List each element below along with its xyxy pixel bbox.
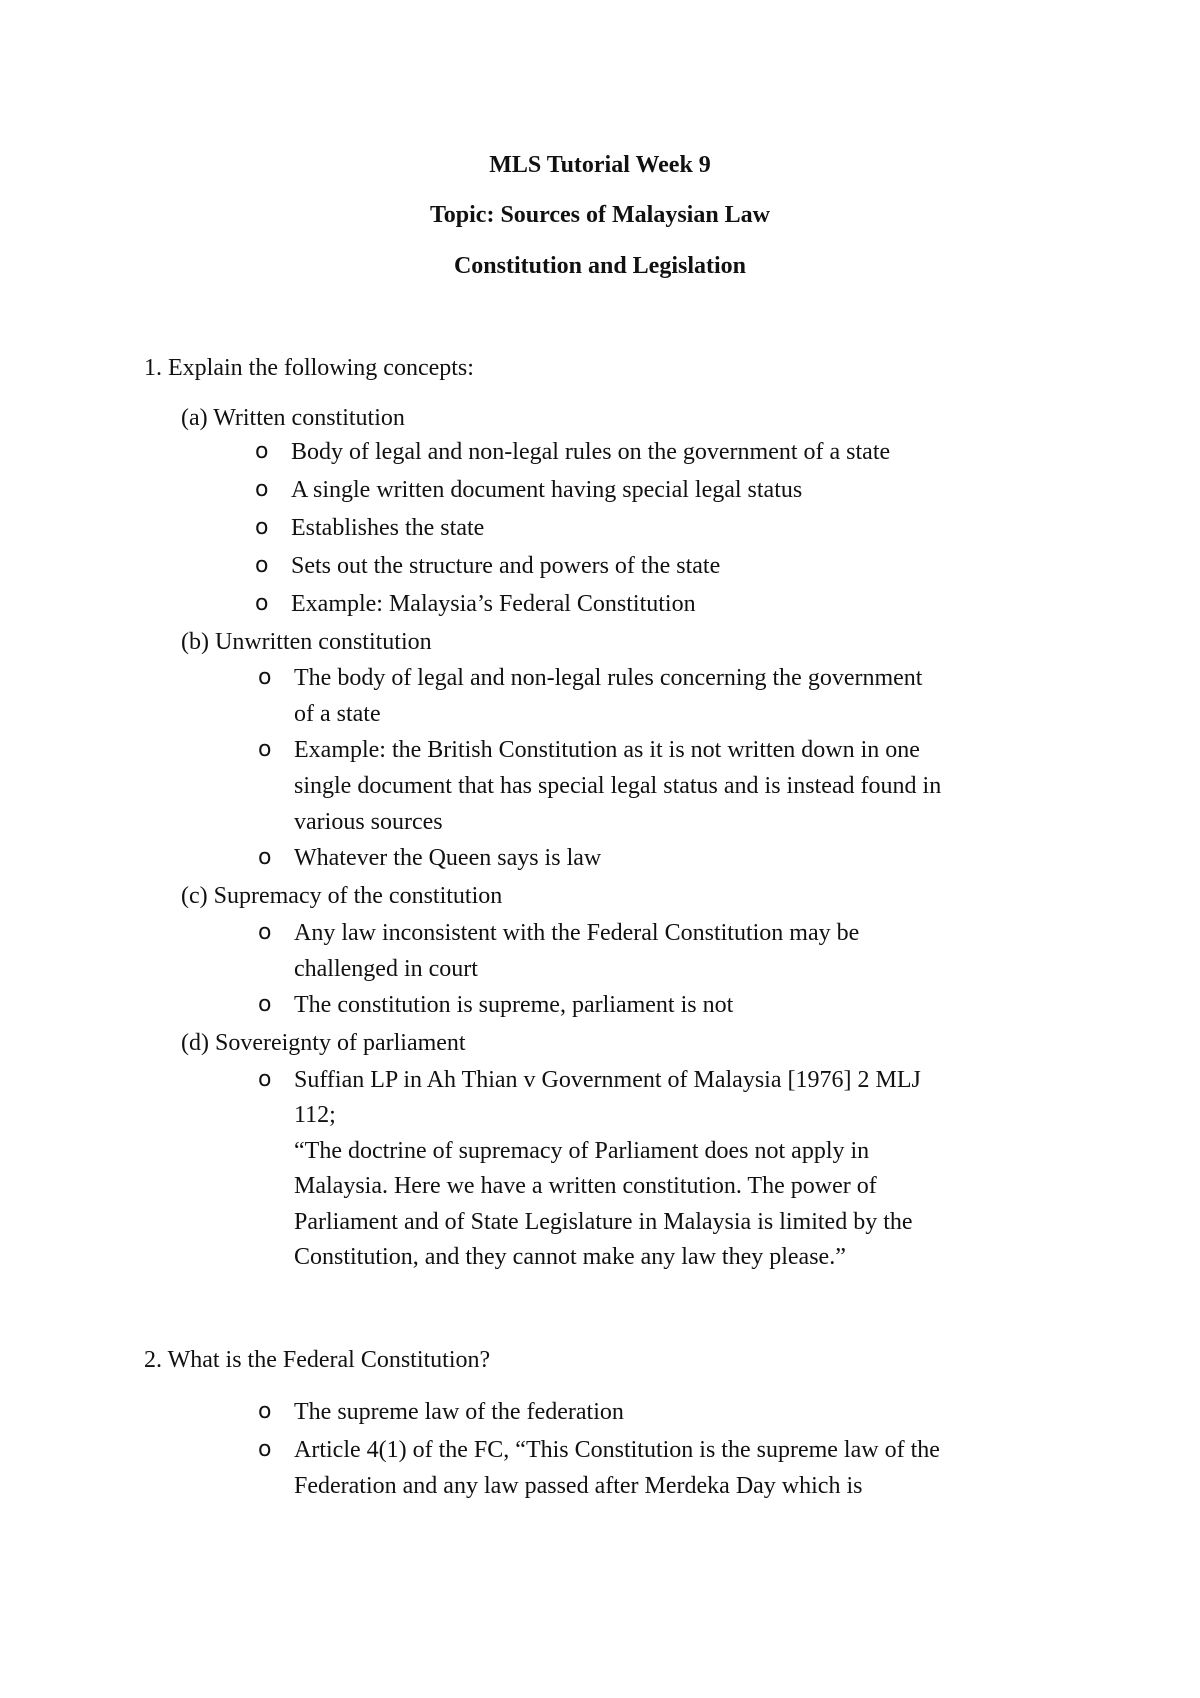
- list-item-line: Article 4(1) of the FC, “This Constitution is the supreme law of the: [294, 1437, 940, 1463]
- item-c-label: (c) Supremacy of the constitution: [181, 883, 503, 909]
- quote-line: Parliament and of State Legislature in Malaysia is limited by the: [294, 1209, 913, 1235]
- bullet-icon: o: [258, 1437, 272, 1462]
- question-2: 2. What is the Federal Constitution?: [144, 1347, 491, 1373]
- list-item-line: various sources: [294, 809, 443, 835]
- bullet-icon: o: [258, 992, 272, 1017]
- list-item: The supreme law of the federation: [294, 1399, 624, 1425]
- list-item: Example: Malaysia’s Federal Constitution: [291, 591, 696, 617]
- bullet-icon: o: [255, 553, 269, 578]
- list-item: Body of legal and non-legal rules on the government of a state: [291, 439, 891, 465]
- bullet-icon: o: [258, 920, 272, 945]
- list-item-line: Example: the British Constitution as it is not written down in one: [294, 737, 920, 763]
- item-a-label: (a) Written constitution: [181, 405, 405, 431]
- question-1: 1. Explain the following concepts:: [144, 355, 474, 381]
- list-item: The constitution is supreme, parliament is not: [294, 992, 734, 1018]
- bullet-icon: o: [258, 665, 272, 690]
- document-title: MLS Tutorial Week 9: [489, 152, 711, 178]
- quote-line: “The doctrine of supremacy of Parliament does not apply in: [294, 1138, 870, 1164]
- bullet-icon: o: [255, 477, 269, 502]
- document-topic: Topic: Sources of Malaysian Law: [429, 202, 771, 228]
- list-item: Sets out the structure and powers of the state: [291, 553, 721, 579]
- list-item: Establishes the state: [291, 515, 485, 541]
- list-item-line: Suffian LP in Ah Thian v Government of Malaysia [1976] 2 MLJ: [294, 1067, 921, 1093]
- quote-line: Constitution, and they cannot make any law they please.”: [294, 1244, 846, 1270]
- list-item-line: challenged in court: [294, 956, 478, 982]
- bullet-icon: o: [258, 845, 272, 870]
- list-item-line: single document that has special legal status and is instead found in: [294, 773, 942, 799]
- item-b-label: (b) Unwritten constitution: [181, 629, 432, 655]
- list-item-line: The body of legal and non-legal rules concerning the government: [294, 665, 923, 691]
- bullet-icon: o: [258, 1399, 272, 1424]
- bullet-icon: o: [255, 591, 269, 616]
- list-item-line: Any law inconsistent with the Federal Constitution may be: [294, 920, 860, 946]
- bullet-icon: o: [258, 737, 272, 762]
- document-subtitle: Constitution and Legislation: [453, 253, 747, 279]
- item-d-label: (d) Sovereignty of parliament: [181, 1030, 466, 1056]
- bullet-icon: o: [255, 439, 269, 464]
- list-item-line: Federation and any law passed after Merdeka Day which is: [294, 1473, 863, 1499]
- list-item: A single written document having special legal status: [291, 477, 803, 503]
- list-item-line: 112;: [294, 1102, 336, 1128]
- list-item: Whatever the Queen says is law: [294, 845, 602, 871]
- bullet-icon: o: [258, 1067, 272, 1092]
- bullet-icon: o: [255, 515, 269, 540]
- list-item-line: of a state: [294, 701, 381, 727]
- quote-line: Malaysia. Here we have a written constitution. The power of: [294, 1173, 877, 1199]
